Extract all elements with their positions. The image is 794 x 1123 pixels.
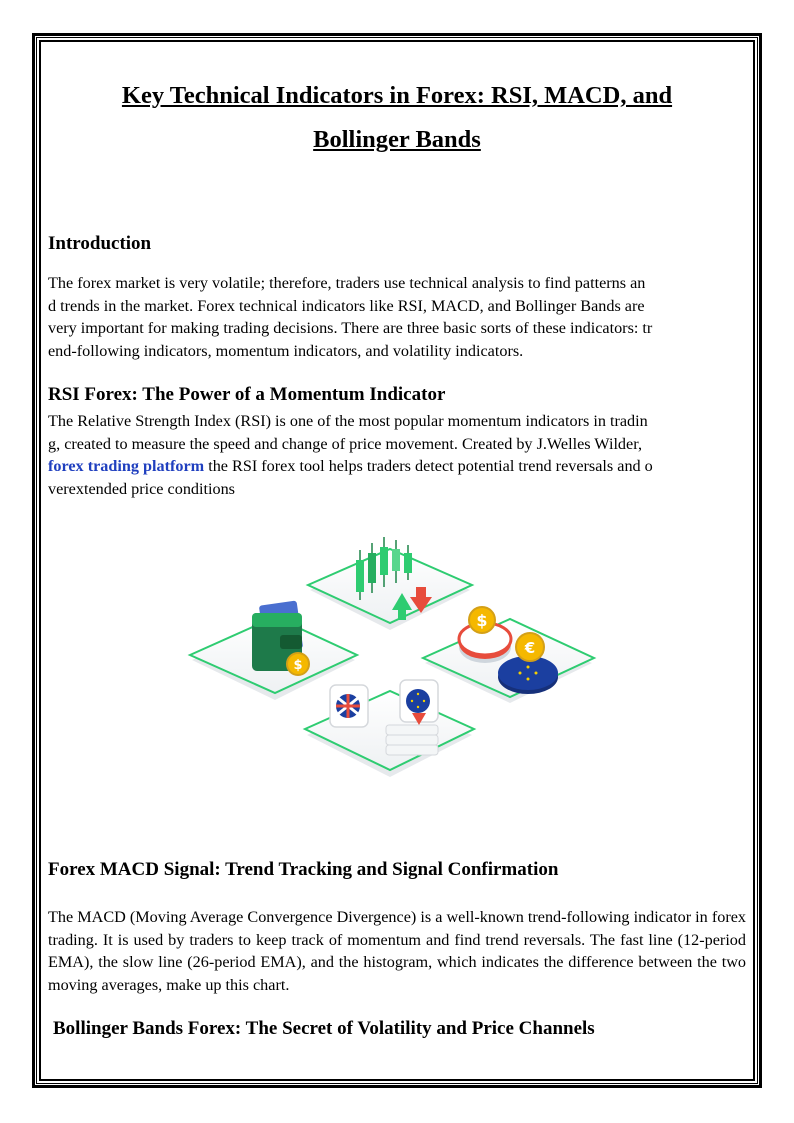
wallet-icon (252, 600, 309, 675)
forex-isometric-illustration (180, 535, 610, 795)
page-title-line-1: Key Technical Indicators in Forex: RSI, MACD, and (121, 82, 673, 109)
rsi-paragraph (48, 410, 748, 501)
macd-paragraph: The MACD (Moving Average Convergence Divergence) is a well-known trend-following indicator in forex trading. It is used by traders to keep track of momentum and find trend reversals. The fast line (12-period EMA), the slow line (26-period EMA), and the histogram, which indicates the difference between the two moving averages, make up this chart. (48, 908, 746, 995)
macd-heading: Forex MACD Signal: Trend Tracking and Signal Confirmation (48, 859, 559, 880)
intro-heading: Introduction (48, 233, 152, 254)
svg-text:€: € (524, 639, 536, 657)
rsi-heading: RSI Forex: The Power of a Momentum Indicator (48, 384, 446, 405)
svg-text:$: $ (293, 658, 303, 673)
intro-line: d trends in the market. Forex technical indicators like RSI, MACD, and Bollinger Bands are (48, 296, 645, 315)
intro-line: end-following indicators, momentum indicators, and volatility indicators. (48, 342, 524, 361)
intro-line: The forex market is very volatile; therefore, traders use technical analysis to find patterns an (48, 274, 646, 292)
forex-trading-platform-link[interactable]: forex trading platform (48, 457, 205, 476)
intro-paragraph (48, 272, 748, 363)
bollinger-heading: Bollinger Bands Forex: The Secret of Volatility and Price Channels (53, 1018, 595, 1039)
svg-text:$: $ (476, 611, 488, 630)
rsi-line-3 (48, 455, 748, 478)
tile-top (308, 549, 472, 630)
page-title-line-2: Bollinger Bands (313, 126, 481, 153)
rsi-line: The Relative Strength Index (RSI) is one of the most popular momentum indicators in tradin (48, 412, 648, 430)
intro-line: very important for making trading decisions. There are three basic sorts of these indicators: tr (48, 319, 653, 338)
rsi-line: verextended price conditions (48, 480, 235, 499)
rsi-line-3-text: the RSI forex tool helps traders detect potential trend reversals and o (204, 457, 653, 476)
rsi-line: g, created to measure the speed and change of price movement. Created by J.Welles Wilder, (48, 434, 643, 453)
